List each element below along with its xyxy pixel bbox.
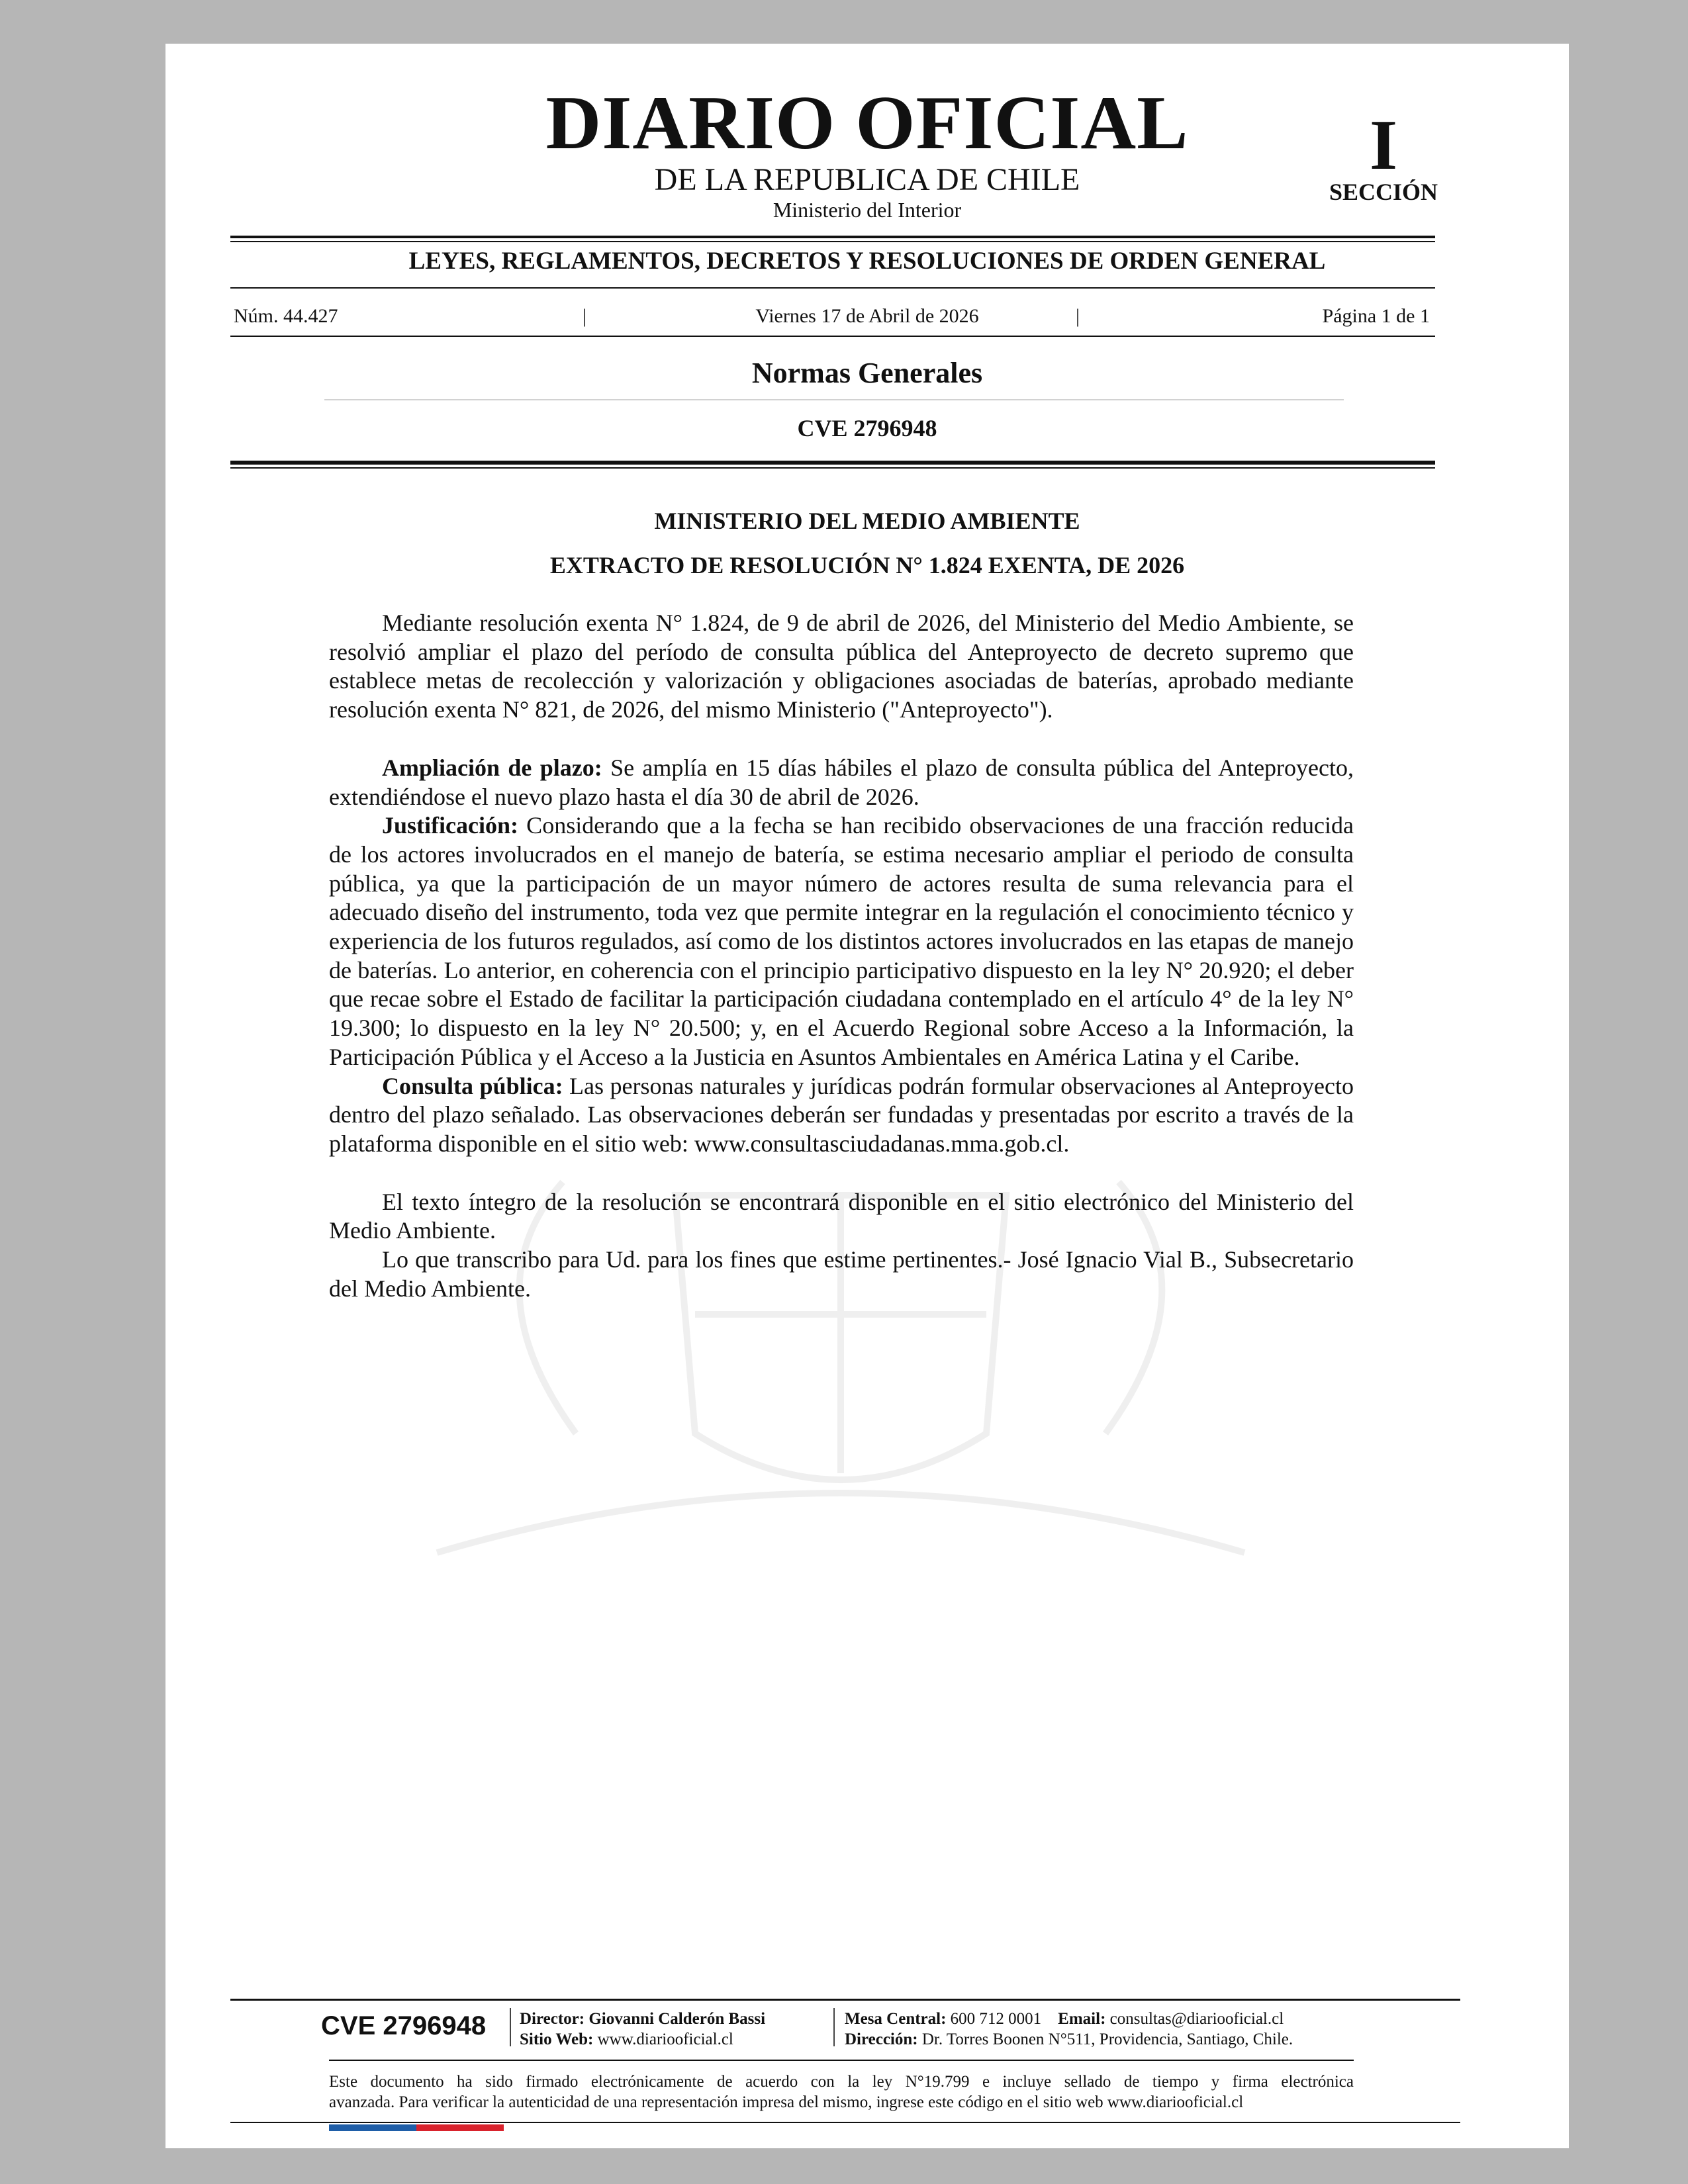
paragraph-label: Consulta pública: [382,1072,563,1099]
footer-separator [510,2008,511,2046]
section-label: SECCIÓN [1329,179,1438,205]
footer-contact-block [845,2009,1293,2050]
paragraph-label: Justificación: [382,812,518,839]
paragraph-text: Las personas naturales y jurídicas podrán formular observaciones al Anteproyecto dentro del plazo señalado. Las observaciones deberán ser fundadas y presentadas por escrito a través de la plataforma disponible en el sitio web: www.consultasciudadanas.mma.gob.cl. [329,1072,1354,1157]
header-rule-thin [230,467,1435,469]
mesa-phone: 600 712 0001 [950,2010,1042,2028]
email-address[interactable]: consultas@diariooficial.cl [1109,2010,1284,2028]
footer-cve-code: CVE 2796948 [321,2011,487,2040]
mesa-label: Mesa Central: [845,2010,947,2028]
footer-rule-bottom [230,2122,1460,2123]
section-number: I [1369,106,1398,185]
masthead-subtitle: DE LA REPUBLICA DE CHILE [654,162,1080,197]
footer-separator [833,2008,835,2046]
page-indicator: Página 1 de 1 [1322,305,1430,327]
issue-number: Núm. 44.427 [234,305,338,327]
meta-separator: | [1076,305,1080,327]
flag-stripe-red [416,2124,504,2131]
masthead-ministry: Ministerio del Interior [773,198,962,222]
issuing-ministry: MINISTERIO DEL MEDIO AMBIENTE [654,508,1080,534]
paragraph-text: Considerando que a la fecha se han recibido observaciones de una fracción reducida de los actores involucrados en el manejo de batería, se estima necesario ampliar el periodo de consulta pública, ya que la participación de un mayor número de actores resulta de suma relevancia para el adecuado diseño del instrumento, toda vez que permite integrar en la regulación el conocimiento técnico y experiencia de los futuros regulados, así como de los distintos actores involucrados en las etapas de manejo de baterías. Lo anterior, en coherencia con el principio participativo dispuesto en la ley N° 20.920; el deber que recae sobre el Estado de facilitar la participación ciudadana contemplado en el artículo 4° de la ley N° 19.300; lo dispuesto en la ley N° 20.500; y, en el Acuerdo Regional sobre Acceso a la Información, la Participación Pública y el Acceso a la Justicia en Asuntos Ambientales en América Latina y el Caribe. [329,812,1354,1070]
email-label: Email: [1058,2010,1106,2028]
legal-line: avanzada. Para verificar la autenticidad de una representación impresa del mismo, ingrese este código en el sitio web www.diariooficial.cl [329,2093,1244,2111]
website-url[interactable]: www.diariooficial.cl [597,2030,733,2048]
footer-legal-notice [329,2071,1354,2113]
body-paragraph: El texto íntegro de la resolución se encontrará disponible en el sitio electrónico del Ministerio del Medio Ambiente. [329,1188,1354,1244]
section-divider [324,399,1344,400]
masthead-rule-top [230,236,1435,238]
body-paragraph: Lo que transcribo para Ud. para los fines que estime pertinentes.- José Ignacio Vial B., Subsecretario del Medio Ambiente. [329,1246,1354,1302]
masthead-title: DIARIO OFICIAL [545,81,1189,165]
body-paragraph: Mediante resolución exenta N° 1.824, de 9 de abril de 2026, del Ministerio del Medio Ambiente, se resolvió ampliar el plazo del período de consulta pública del Anteproyecto de decreto supremo que establece metas de recolección y valorización y obligaciones asociadas de baterías, aprobado mediante resolución exenta N° 821, de 2026, del mismo Ministerio ("Anteproyecto"). [329,610,1354,723]
masthead-rule-thin [230,241,1435,242]
banner-rule [230,287,1435,289]
cve-heading: CVE 2796948 [797,415,937,441]
paragraph-label: Ampliación de plazo: [382,754,602,781]
address-value: Dr. Torres Boonen N°511, Providencia, Santiago, Chile. [921,2030,1293,2048]
footer-rule-middle [329,2060,1354,2061]
document-title: EXTRACTO DE RESOLUCIÓN N° 1.824 EXENTA, DE 2026 [549,552,1185,578]
address-label: Dirección: [845,2030,918,2048]
flag-stripe-blue [329,2124,416,2131]
header-rule-thick [230,461,1435,465]
meta-separator: | [583,305,587,327]
body-paragraph [329,1072,1354,1159]
director-label: Director: [520,2010,585,2028]
body-paragraph [329,811,1354,1071]
footer-rule-top [230,1999,1460,2001]
website-label: Sitio Web: [520,2030,594,2048]
body-paragraph [329,754,1354,811]
issue-date: Viernes 17 de Abril de 2026 [755,305,979,327]
meta-rule [230,336,1435,337]
document-body [329,609,1354,1303]
banner-heading: LEYES, REGLAMENTOS, DECRETOS Y RESOLUCIONES DE ORDEN GENERAL [408,248,1326,275]
document-page [165,44,1569,2148]
paragraph-text: Se amplía en 15 días hábiles el plazo de consulta pública del Anteproyecto, extendiéndose el nuevo plazo hasta el día 30 de abril de 2026. [329,754,1354,810]
director-name: Giovanni Calderón Bassi [588,2010,766,2028]
legal-line: Este documento ha sido firmado electrónicamente de acuerdo con la ley N°19.799 e incluye sellado de tiempo y firma electrónica [329,2073,1354,2091]
section-heading: Normas Generales [751,357,983,389]
footer-director-block [520,2009,765,2050]
